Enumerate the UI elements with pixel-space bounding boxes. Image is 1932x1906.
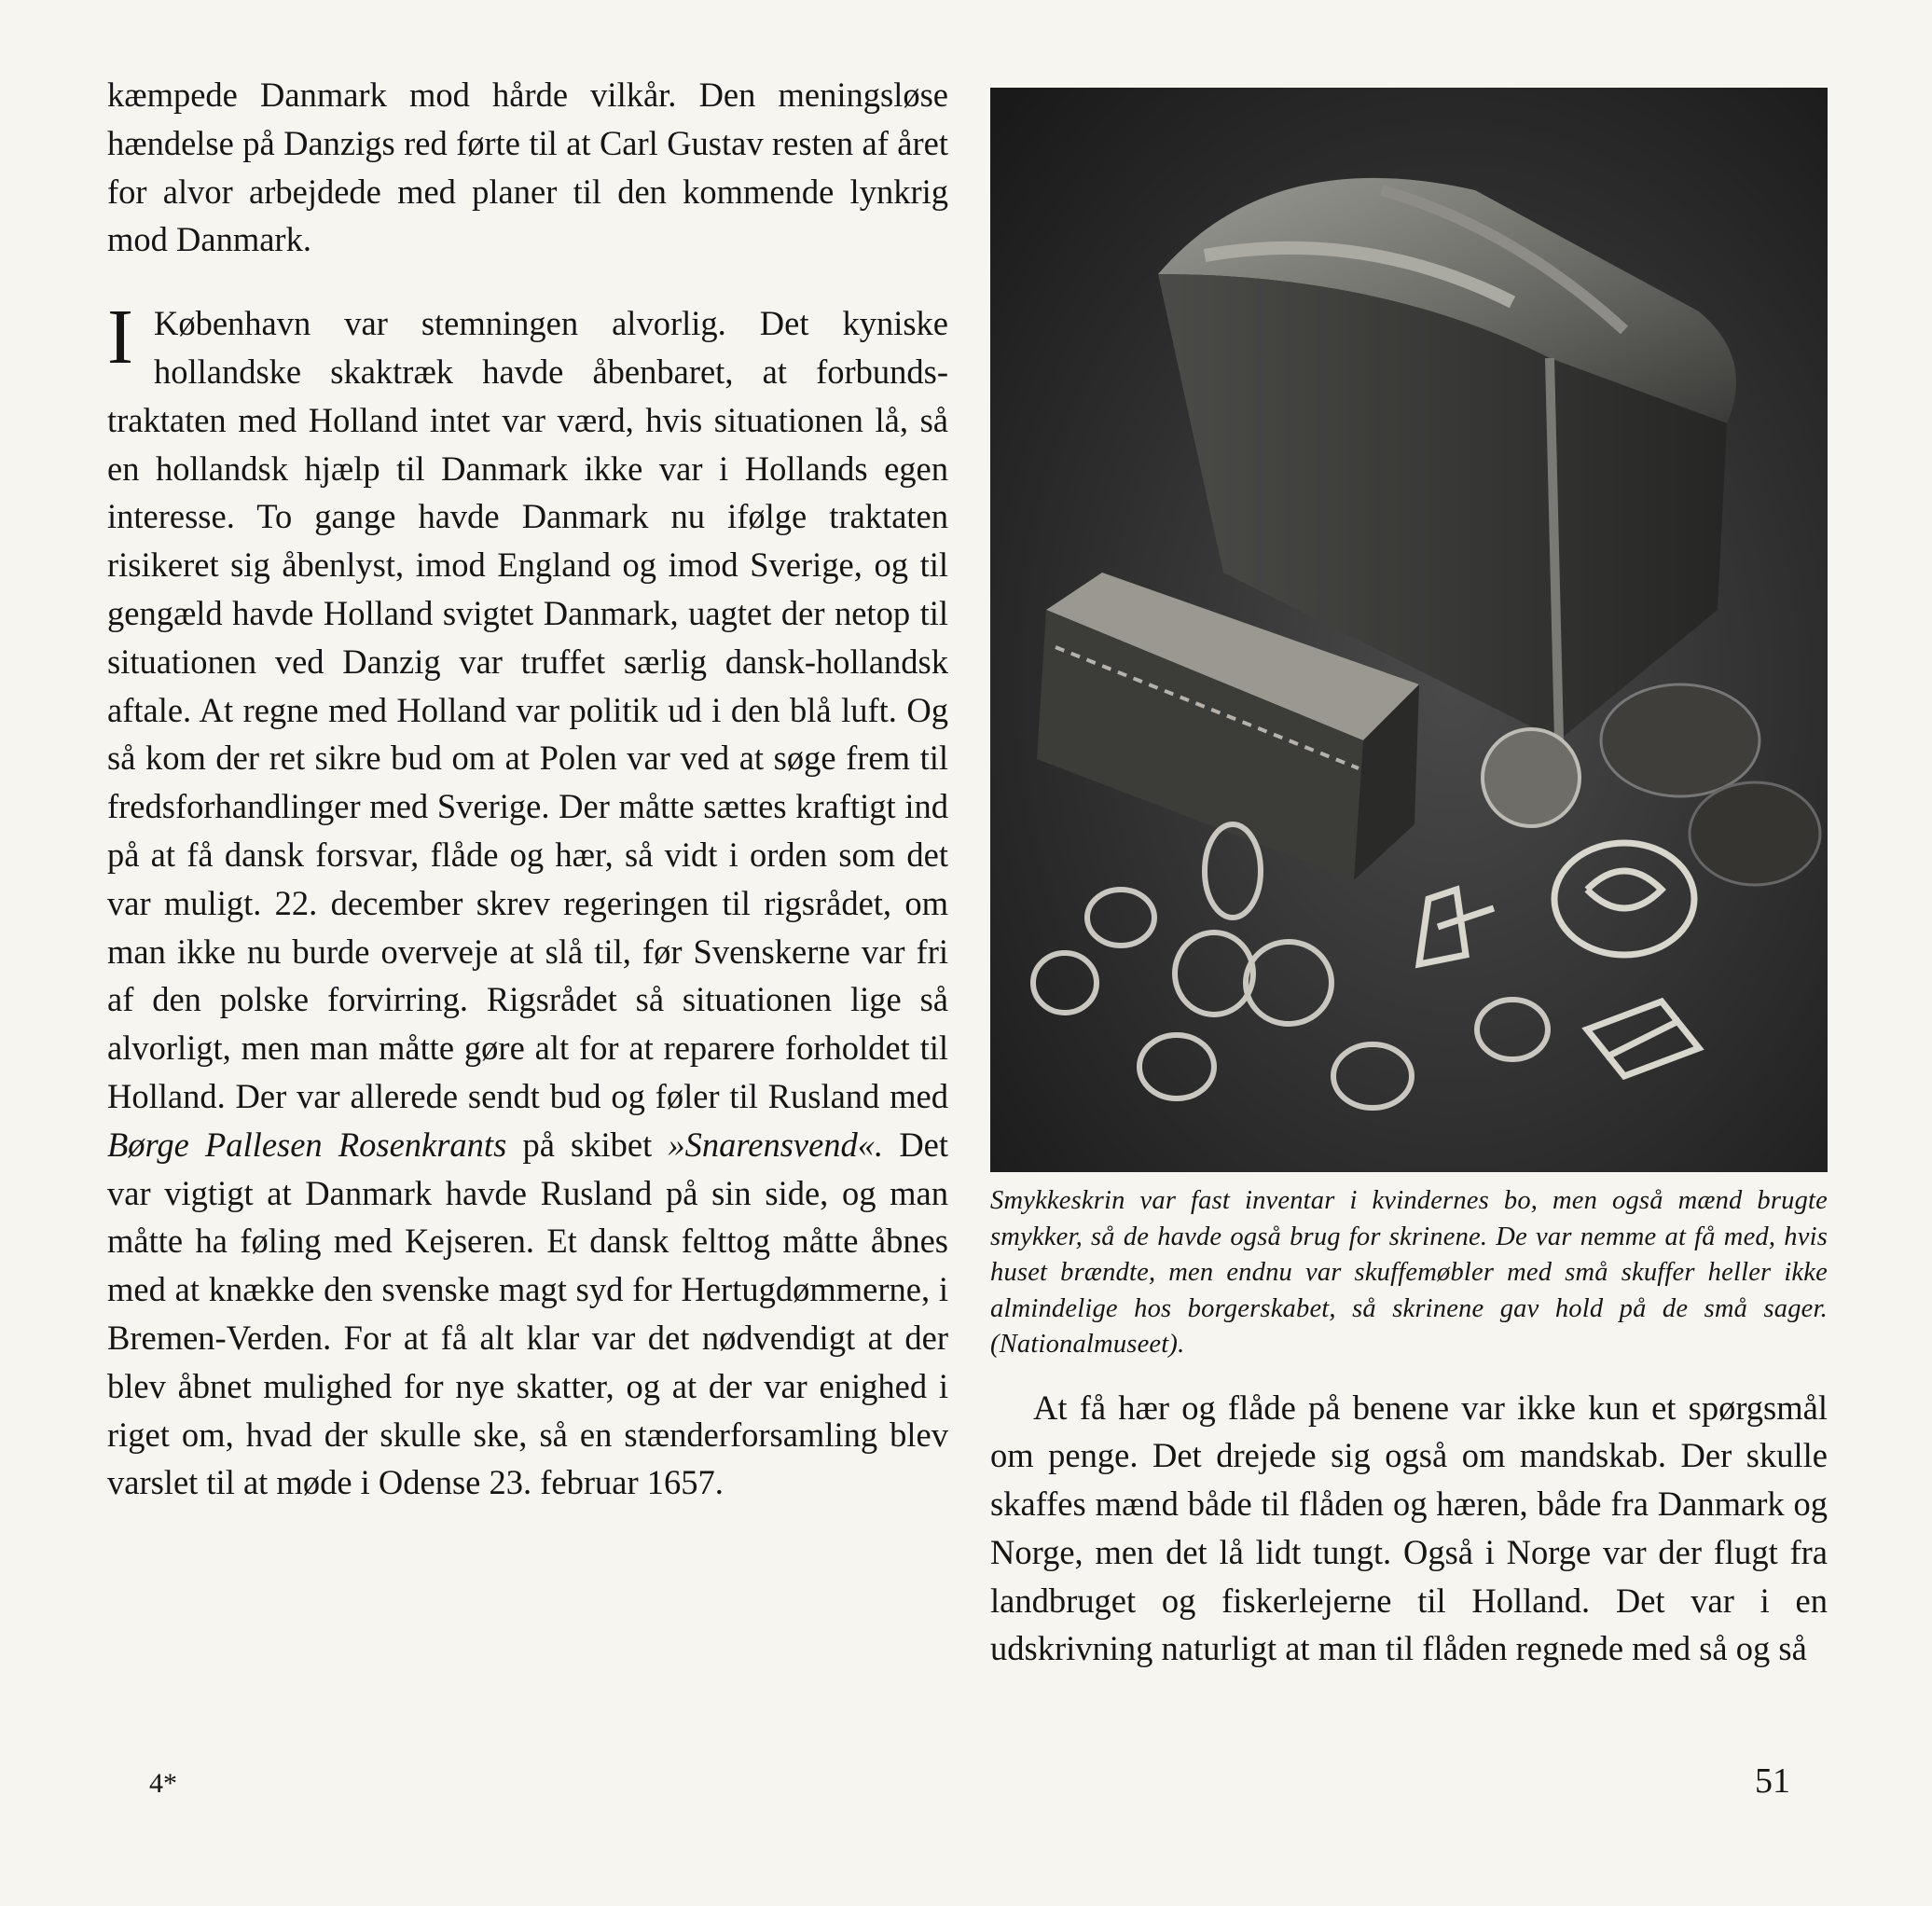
paragraph-2 [107,294,949,1507]
left-text-column [107,71,948,1507]
paragraph-2-text-a: København var stemningen alvorlig. Det kyniske hollandske skaktræk havde åbenbaret, at forbundstraktaten med Holland intet var værd, hvis situationen lå, så en hollandsk hjælp til Danmark ikke var i Hollands egen interesse. To gange havde Danmark nu ifølge traktaten risikeret sig åbenlyst, imod England og imod Sverige, og til gengæld havde Holland svigtet Danmark, uagtet der netop til situationen ved Danzig var truffet særlig dansk-hollandsk aftale. At regne med Holland var politik ud i den blå luft. Og så kom der ret sikre bud om at Polen var ved at søge frem til fredsforhandlinger med Sverige. Der måtte sættes kraftigt ind på at få dansk forsvar, flåde og hær, så vidt i orden som det var muligt. 22. december skrev regeringen til rigsrådet, om man ikke nu burde overveje at slå til, før Svenskerne var fri af den polske forvirring. Rigsrådet så situationen lige så alvorligt, men man måtte gøre alt for at reparere forholdet til Holland. Der var allerede sendt bud og føler til Rusland med [107,304,948,1115]
drop-cap: I [107,294,133,381]
page-number: 51 [1755,1761,1790,1801]
signature-mark: 4* [149,1768,177,1799]
ship-name: »Snarensvend«. [668,1125,884,1164]
photo-caption: Smykkeskrin var fast inventar i kvindernes bo, men også mænd brugte smykker, så de havde også brug for skrinene. De var nemme at få med, hvis huset brændte, men endnu var skuffemøbler med små skuffer heller ikke almindelige hos borgerskabet, så skrinene gav hold på de små sager. (Nationalmuseet). [990,1186,1828,1359]
paragraph-2-text-b: på skibet [522,1125,653,1164]
paragraph-1: kæmpede Danmark mod hårde vilkår. Den meningsløse hændelse på Danzigs red førte til at Carl Gustav resten af året for alvor arbejdede med planer til den kommende lynkrig mod Danmark. [107,76,948,259]
right-paragraph: At få hær og flåde på benene var ikke kun et spørgsmål om penge. Det drejede sig også om mandskab. Der skulle skaffes mænd både til flåden og hæren, både fra Danmark og Norge, men det lå lidt tungt. Også i Norge var der flugt fra landbruget og fiskerlejerne til Holland. Det var i en udskrivning naturligt at man til flåden regnede med så og så [990,1388,1828,1668]
jewelry-chest-photo [990,88,1828,1172]
photograph-jewelry-chest-icon [990,88,1828,1172]
right-column [990,88,1828,1673]
paragraph-2-text-c: Det var vigtigt at Danmark havde Rusland på sin side, og man måtte ha føling med Kejseren. Et dansk felttog måtte åbnes med at knække den svenske magt syd for Hertugdømmerne, i Bremen-Verden. For at få alt klar var det nødvendigt at der blev åbnet mulighed for nye skatter, og at der var enighed i riget om, hvad der skulle ske, så en stænderforsamling blev varslet til at møde i Odense 23. februar 1657. [107,1125,949,1502]
name-borge-pallesen: Børge Pallesen Rosenkrants [107,1125,507,1164]
